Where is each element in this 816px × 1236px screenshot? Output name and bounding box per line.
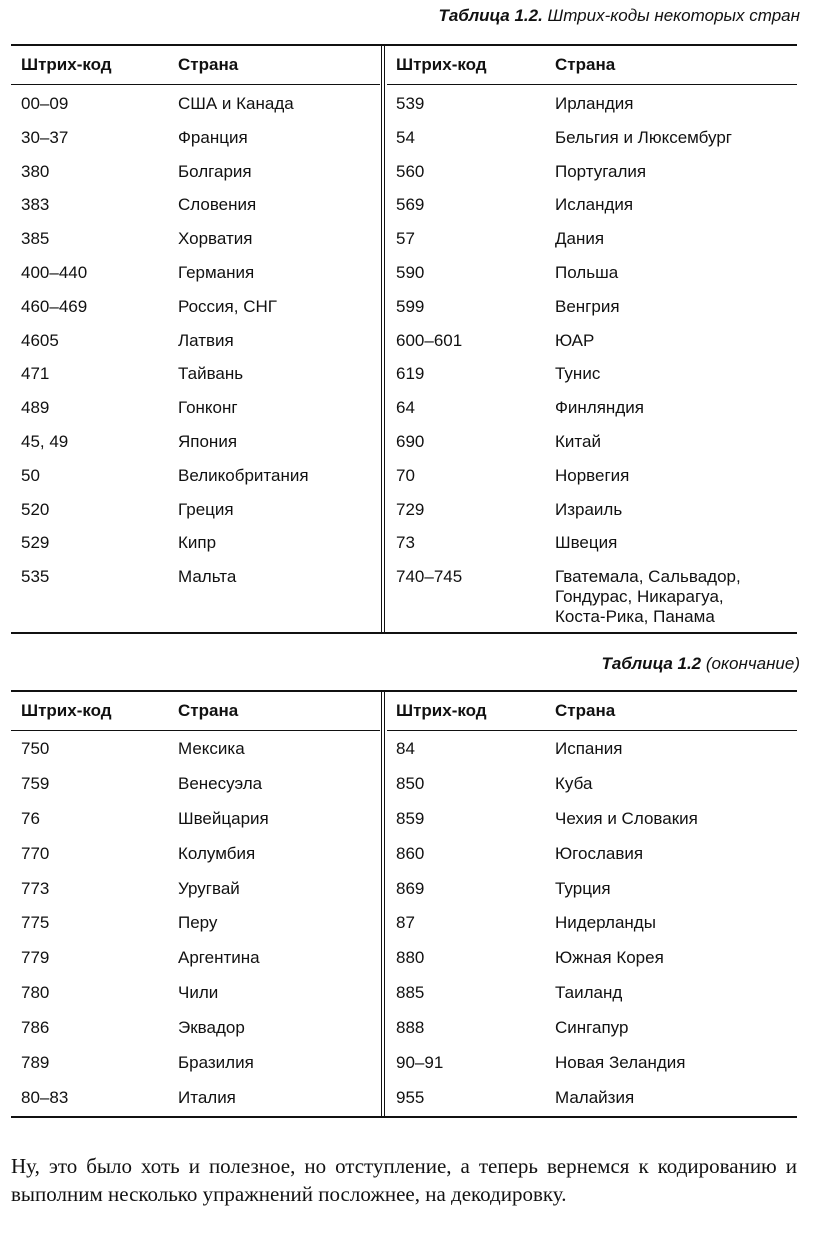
table-row: [11, 263, 380, 297]
table-row: [11, 809, 380, 844]
country-cell: Уругвай: [178, 878, 240, 898]
country-cell: Тунис: [555, 364, 601, 384]
country-cell: Япония: [178, 431, 238, 451]
table-row: [387, 500, 797, 534]
header-code: Штрих-код: [396, 701, 487, 720]
table-row: [11, 1018, 380, 1053]
country-cell: Эквадор: [178, 1018, 245, 1038]
table-row: [11, 195, 380, 229]
table-row: [387, 229, 797, 263]
country-cell: Таиланд: [555, 983, 623, 1003]
country-cell: Венесуэла: [178, 773, 263, 793]
barcode-cell: 471: [21, 364, 50, 384]
barcode-cell: 57: [396, 229, 415, 249]
table-row: [387, 844, 797, 879]
table-row: [387, 1088, 797, 1123]
barcode-cell: 770: [21, 843, 50, 863]
table-row: [11, 1088, 380, 1123]
barcode-cell: 773: [21, 878, 50, 898]
barcode-cell: 385: [21, 229, 50, 249]
barcode-cell: 76: [21, 808, 40, 828]
header-country: Страна: [555, 701, 616, 720]
caption-number: Таблица 1.2.: [438, 6, 543, 25]
barcode-cell: 90–91: [396, 1053, 444, 1073]
barcode-cell: 729: [396, 499, 425, 519]
barcode-cell: 460–469: [21, 296, 88, 316]
country-cell: Болгария: [178, 161, 252, 181]
barcode-cell: 45, 49: [21, 431, 69, 451]
table-row: [11, 364, 380, 398]
country-cell: Великобритания: [178, 465, 309, 485]
table-row: [387, 466, 797, 500]
country-cell: Израиль: [555, 499, 623, 519]
barcode-cell: 789: [21, 1053, 50, 1073]
country-cell: Швеция: [555, 533, 618, 553]
barcode-cell: 383: [21, 195, 50, 215]
country-cell: Португалия: [555, 161, 647, 181]
table-row: [387, 739, 797, 774]
country-cell: Польша: [555, 262, 619, 282]
country-cell: Сингапур: [555, 1018, 629, 1038]
table-caption: [438, 6, 800, 26]
barcode-cell: 780: [21, 983, 50, 1003]
table-row: [11, 567, 380, 601]
barcode-cell: 569: [396, 195, 425, 215]
barcode-cell: 955: [396, 1087, 425, 1107]
barcode-cell: 535: [21, 567, 50, 587]
country-cell: Чехия и Словакия: [555, 808, 698, 828]
table-row: [387, 533, 797, 567]
country-cell: Новая Зеландия: [555, 1053, 686, 1073]
header-code: Штрих-код: [21, 55, 112, 74]
barcode-cell: 54: [396, 127, 415, 147]
table-row: [387, 128, 797, 162]
caption-title: (окончание): [701, 654, 800, 673]
barcode-cell: 520: [21, 499, 50, 519]
column-divider: [381, 692, 385, 1116]
country-cell: Мексика: [178, 739, 245, 758]
table-row: [387, 331, 797, 365]
barcode-cell: 400–440: [21, 262, 88, 282]
table-row: [387, 398, 797, 432]
country-cell: Словения: [178, 195, 257, 215]
table-row: [11, 94, 380, 128]
body-paragraph: Ну, это было хоть и полезное, но отступление, а теперь вернемся к кодированию и выполним несколько упражнений посложнее, на декодировку.: [11, 1154, 797, 1206]
barcode-cell: 70: [396, 465, 415, 485]
table-row: [387, 432, 797, 466]
table-row: [11, 844, 380, 879]
table-left-half: [11, 46, 380, 632]
country-cell: Латвия: [178, 330, 234, 350]
country-cell: Греция: [178, 499, 234, 519]
table-row: [11, 533, 380, 567]
table-row: [11, 128, 380, 162]
barcode-cell: 560: [396, 161, 425, 181]
country-cell: Югославия: [555, 843, 644, 863]
country-cell: Ирландия: [555, 94, 634, 113]
table-row: [11, 466, 380, 500]
country-cell: Тайвань: [178, 364, 244, 384]
barcode-cell: 30–37: [21, 127, 69, 147]
country-cell: США и Канада: [178, 94, 294, 113]
barcode-cell: 4605: [21, 330, 59, 350]
country-cell: Испания: [555, 739, 623, 758]
country-cell: Финляндия: [555, 398, 644, 418]
country-cell: Куба: [555, 773, 593, 793]
country-cell: Чили: [178, 983, 219, 1003]
table-row: [387, 1018, 797, 1053]
table-header: [11, 46, 380, 85]
barcode-cell: 869: [396, 878, 425, 898]
table-row: [387, 913, 797, 948]
barcode-cell: 64: [396, 398, 415, 418]
barcode-cell: 539: [396, 94, 425, 113]
country-cell: Дания: [555, 229, 605, 249]
country-cell: Нидерланды: [555, 913, 656, 933]
barcode-cell: 860: [396, 843, 425, 863]
barcode-cell: 529: [21, 533, 50, 553]
table-row: [387, 809, 797, 844]
country-cell: Италия: [178, 1087, 236, 1107]
barcode-cell: 740–745: [396, 567, 463, 587]
table-row: [11, 913, 380, 948]
table-header: [387, 692, 797, 731]
table-right-half: [387, 46, 797, 632]
country-cell: Исландия: [555, 195, 634, 215]
table-row: [11, 948, 380, 983]
barcode-cell: 775: [21, 913, 50, 933]
barcode-cell: 590: [396, 262, 425, 282]
country-cell: Франция: [178, 127, 248, 147]
barcode-cell: 73: [396, 533, 415, 553]
barcode-cell: 87: [396, 913, 415, 933]
table-row: [11, 229, 380, 263]
table-row: [11, 331, 380, 365]
barcode-cell: 380: [21, 161, 50, 181]
country-cell: Турция: [555, 878, 611, 898]
table-body: [387, 85, 797, 627]
table-row: [387, 195, 797, 229]
table-left-half: [11, 692, 380, 1116]
table-row: [11, 500, 380, 534]
country-cell: Перу: [178, 913, 218, 933]
table-row: [387, 879, 797, 914]
table-row: [387, 364, 797, 398]
table-row: [11, 879, 380, 914]
header-country: Страна: [178, 55, 239, 74]
table-row: [387, 983, 797, 1018]
table-row: [11, 774, 380, 809]
barcode-cell: 00–09: [21, 94, 69, 113]
table-row: [387, 948, 797, 983]
country-cell: Хорватия: [178, 229, 253, 249]
barcode-cell: 84: [396, 739, 415, 758]
table-row: [387, 1053, 797, 1088]
country-cell: Малайзия: [555, 1087, 635, 1107]
country-cell: Китай: [555, 431, 601, 451]
header-code: Штрих-код: [21, 701, 112, 720]
barcode-cell: 489: [21, 398, 50, 418]
table-row: [387, 263, 797, 297]
country-cell: Мальта: [178, 567, 237, 587]
country-cell: ЮАР: [555, 330, 595, 350]
barcode-cell: 80–83: [21, 1087, 69, 1107]
barcode-table: [11, 44, 797, 634]
table-body: [11, 85, 380, 601]
table-caption-continued: [601, 654, 800, 674]
barcode-table-continued: [11, 690, 797, 1118]
barcode-cell: 859: [396, 808, 425, 828]
country-cell: Норвегия: [555, 465, 630, 485]
country-cell: Германия: [178, 262, 255, 282]
country-cell: Гонконг: [178, 398, 238, 418]
caption-title: Штрих-коды некоторых стран: [542, 6, 800, 25]
table-header: [11, 692, 380, 731]
country-cell: Кипр: [178, 533, 217, 553]
table-row: [387, 94, 797, 128]
country-cell: Южная Корея: [555, 948, 664, 968]
barcode-cell: 888: [396, 1018, 425, 1038]
column-divider: [381, 46, 385, 632]
country-cell: Венгрия: [555, 296, 620, 316]
table-row: [11, 983, 380, 1018]
barcode-cell: 599: [396, 296, 425, 316]
barcode-cell: 619: [396, 364, 425, 384]
table-row: [11, 162, 380, 196]
table-row: [11, 1053, 380, 1088]
barcode-cell: 759: [21, 773, 50, 793]
country-cell: Гватемала, Сальвадор, Гондурас, Никарагуа, Коста-Рика, Панама: [555, 567, 741, 627]
country-cell: Бельгия и Люксембург: [555, 127, 732, 147]
table-body: [387, 731, 797, 1123]
barcode-cell: 750: [21, 739, 50, 758]
country-cell: Россия, СНГ: [178, 296, 277, 316]
barcode-cell: 600–601: [396, 330, 463, 350]
table-row: [11, 739, 380, 774]
table-header: [387, 46, 797, 85]
barcode-cell: 850: [396, 773, 425, 793]
table-row: [11, 432, 380, 466]
table-row: [11, 398, 380, 432]
table-row: [387, 297, 797, 331]
barcode-cell: 690: [396, 431, 425, 451]
table-right-half: [387, 692, 797, 1116]
country-cell: Бразилия: [178, 1053, 254, 1073]
table-row: [11, 297, 380, 331]
country-cell: Колумбия: [178, 843, 256, 863]
header-country: Страна: [178, 701, 239, 720]
header-country: Страна: [555, 55, 616, 74]
barcode-cell: 885: [396, 983, 425, 1003]
barcode-cell: 50: [21, 465, 40, 485]
barcode-cell: 779: [21, 948, 50, 968]
table-row: [387, 162, 797, 196]
table-row: [387, 567, 797, 627]
table-row: [387, 774, 797, 809]
barcode-cell: 786: [21, 1018, 50, 1038]
barcode-cell: 880: [396, 948, 425, 968]
country-cell: Швейцария: [178, 808, 269, 828]
country-cell: Аргентина: [178, 948, 260, 968]
header-code: Штрих-код: [396, 55, 487, 74]
table-body: [11, 731, 380, 1123]
caption-number: Таблица 1.2: [601, 654, 702, 673]
